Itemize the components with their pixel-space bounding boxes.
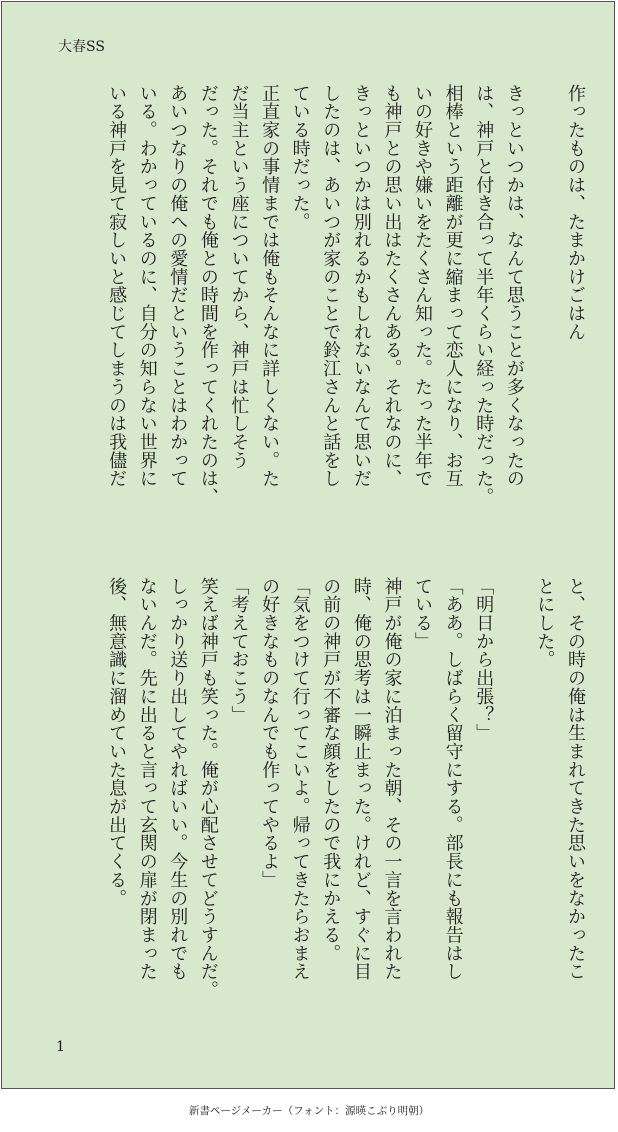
text-line: 正直家の事情までは俺もそんなに詳しくない。た (259, 84, 281, 488)
text-line: も神戸との思い出はたくさんある。それなのに、 (381, 84, 403, 488)
text-line: は、神戸と付き合って半年くらい経った時だった。 (473, 84, 495, 507)
text-line: 「ああ。しばらく留守にする。部長にも報告はし (442, 577, 464, 981)
text-line: 「明日から出張？」 (473, 577, 495, 743)
page-header-title: 大春SS (58, 39, 105, 55)
text-line: の前の神戸が不審な顔をしたので我にかえる。 (320, 577, 342, 963)
text-line: 「気をつけて行ってこいよ。帰ってきたらおまえ (289, 577, 311, 981)
text-line: 神戸が俺の家に泊まった朝、その一言を言われた (381, 577, 403, 981)
text-line: 相棒という距離が更に縮まって恋人になり、お互 (442, 84, 464, 488)
novel-page (1, 1, 615, 1089)
text-line: 「考えておこう」 (228, 577, 250, 724)
text-line: 作ったものは、たまかけごはん (565, 84, 586, 341)
text-line: 笑えば神戸も笑った。俺が心配させてどうすんだ。 (197, 577, 219, 1000)
generator-credit: 新書ページメーカー（フォント：源暎こぶり明朝） (188, 1105, 430, 1117)
text-line: ないんだ。先に出ると言って玄関の扉が閉まった (136, 577, 158, 981)
text-line: とにした。 (534, 577, 556, 669)
text-line: きっといつかは、なんて思うことが多くなったの (503, 84, 525, 488)
page-number: 1 (56, 1039, 65, 1055)
text-line: 後、無意識に溜めていた息が出てくる。 (106, 577, 128, 908)
text-line: いる。わかっているのに、自分の知らない世界に (136, 84, 158, 488)
text-line: いる神戸を見て寂しいと感じてしまうのは我儘だ (106, 84, 128, 488)
text-line (529, 84, 560, 514)
text-line: だ当主という座についてから、神戸は忙しそう (228, 84, 250, 470)
text-line: だった。それでも俺との時間を作ってくれたのは、 (197, 84, 219, 507)
text-line: と、その時の俺は生まれてきた思いをなかったこ (565, 577, 586, 981)
text-line: あいつなりの俺への愛情だということはわかって (167, 84, 189, 488)
text-line: しっかり送り出してやればいい。今生の別れでも (167, 577, 189, 981)
text-line: きっといつかは別れるかもしれないなんて思いだ (350, 84, 372, 488)
text-line: ている」 (412, 577, 434, 651)
text-line: したのは、あいつが家のことで鈴江さんと話をし (320, 84, 342, 488)
text-line: 時、俺の思考は一瞬止まった。けれど、すぐに目 (350, 577, 372, 981)
text-column-bottom (50, 577, 590, 1007)
text-line: ている時だった。 (289, 84, 311, 231)
text-line: の好きなものなんでも作ってやるよ」 (259, 577, 281, 889)
text-line (498, 577, 529, 1007)
text-column-top (50, 84, 590, 514)
text-line: いの好きや嫌いをたくさん知った。たった半年で (412, 84, 434, 488)
